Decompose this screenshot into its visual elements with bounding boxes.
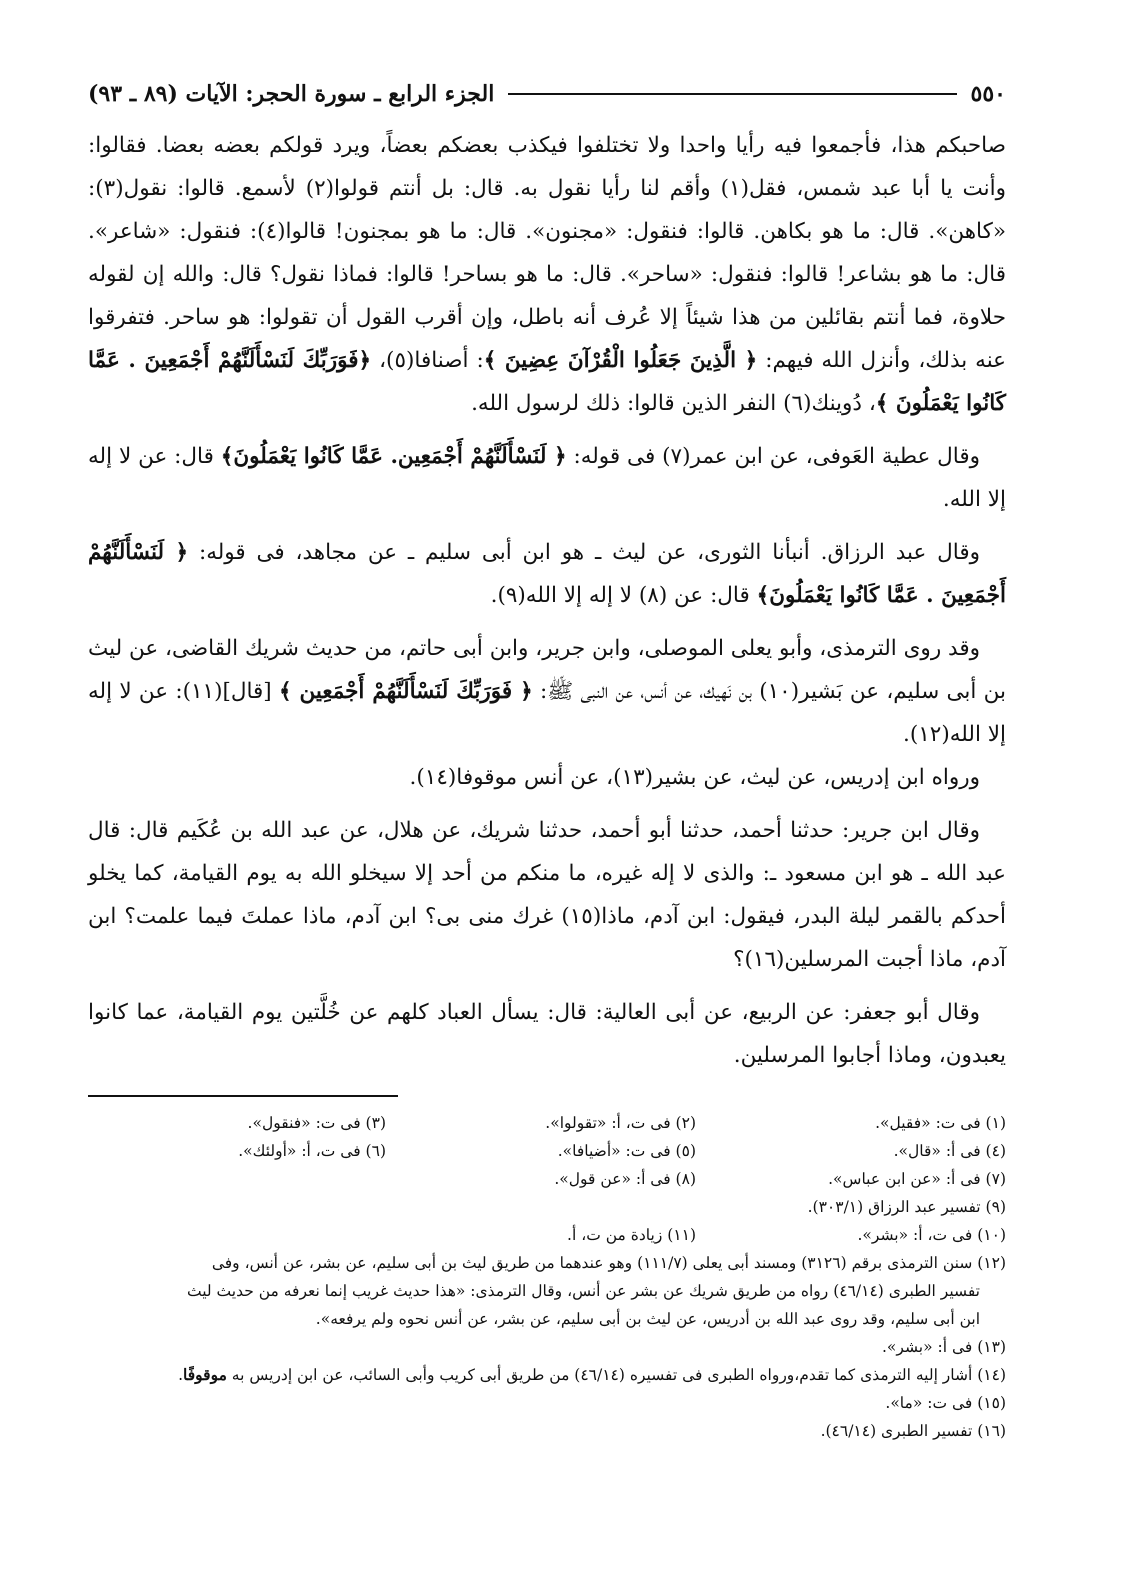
text-segment: ورواه ابن إدريس، عن ليث، عن بشير(١٣)، عن أنس موقوفا(١٤). — [409, 765, 980, 790]
text-segment: وقال أبو جعفر: عن الربيع، عن أبى العالية: قال: يسأل العباد كلهم عن خُلَّتين يوم القيامة، عما كانوا يعبدون، وماذا أجابوا المرسلين. — [88, 1000, 1006, 1068]
footnotes — [88, 1109, 1006, 1445]
footnote: (٧) فى أ: «عن ابن عباس». — [828, 1170, 1006, 1188]
footnote — [88, 1221, 386, 1249]
footnote-separator — [88, 1095, 398, 1097]
footnote: (٢) فى ت، أ: «تقولوا». — [545, 1114, 696, 1132]
page-number: ٥٥٠ — [970, 81, 1006, 107]
paragraph — [88, 124, 1006, 425]
footnotes-grid — [88, 1221, 1006, 1249]
text-segment: وقال ابن جرير: حدثنا أحمد، حدثنا أبو أحمد، حدثنا شريك، عن هلال، عن عبد الله بن عُكَيم قال: قال عبد الله ـ هو ابن مسعود ـ: والذى لا إله غيره، ما منكم من أحد إلا سيخلو الله به يوم القيامة، كما يخلو أحدكم بالقمر ليلة البدر، فيقول: ابن آدم، ماذا(١٥) غرك منى بى؟ ابن آدم، ماذا عملتَ فيما علمت؟ ابن آدم، ماذا أجبت المرسلين(١٦)؟ — [88, 818, 1006, 972]
text-segment: قال: عن (٨) لا إله إلا الله(٩). — [490, 583, 757, 608]
footnote: (٩) تفسير عبد الرزاق (٣٠٣/١). — [807, 1198, 1006, 1216]
footnote — [88, 1165, 386, 1193]
footnotes-grid — [88, 1109, 1006, 1193]
quran-quote: ﴿ فَوَرَبِّكَ لَنَسْأَلَنَّهُمْ أَجْمَعِين ﴾ — [278, 679, 533, 704]
footnote: (٦) فى ت، أ: «أولئك». — [238, 1142, 386, 1160]
book-page — [88, 78, 1006, 1445]
paragraph — [88, 435, 1006, 521]
footnote: (٤) فى أ: «قال». — [893, 1142, 1006, 1160]
emphasis: موقوفًا — [183, 1365, 227, 1384]
text-segment: وقال عطية العَوفى، عن ابن عمر(٧) فى قوله: — [566, 444, 981, 469]
text-segment: ، دُوينك(٦) النفر الذين قالوا: ذلك لرسول الله. — [471, 391, 876, 416]
text-segment: وقال عبد الرزاق. أنبأنا الثورى، عن ليث ـ هو ابن أبى سليم ـ عن مجاهد، فى قوله: — [188, 540, 980, 565]
paragraph — [88, 809, 1006, 981]
text-segment: : أصنافا(٥)، — [371, 348, 484, 373]
footnote-line: (١٢) سنن الترمذى برقم (٣١٢٦) ومسند أبى يعلى (١١١/٧) وهو عندهما من طريق ليث بن أبى سليم، عن بشر، عن أنس، وفى — [211, 1254, 1006, 1272]
footnote: (٨) فى أ: «عن قول». — [554, 1170, 696, 1188]
quran-quote: ﴿ لَنَسْأَلَنَّهُمْ أَجْمَعِينَ . عَمَّا كَانُوا يَعْمَلُونَ﴾ — [88, 540, 1006, 608]
footnote: (١٦) تفسير الطبرى (٤٦/١٤). — [820, 1422, 1006, 1440]
paragraph — [88, 991, 1006, 1077]
footnote: (٣) فى ت: «فنقول». — [247, 1114, 386, 1132]
text-segment: وقد روى الترمذى، وأبو يعلى الموصلى، وابن جرير، وابن أبى حاتم، من حديث شريك القاضى، عن ليث بن أبى سليم، عن بَشير(١٠) بن نَهيك، عن أنس، عن النبى ﷺ: — [88, 636, 1007, 704]
footnote-line: ابن أبى سليم، وقد روى عبد الله بن أدريس، عن ليث بن أبى سليم، عن بشر، عن أنس نحوه ولم يرفعه». — [315, 1310, 980, 1328]
footnote-line: تفسير الطبرى (٤٦/١٤) رواه من طريق شريك عن بشر عن أنس، وقال الترمذى: «هذا حديث غريب إنما نعرفه من حديث ليث — [186, 1282, 980, 1300]
footnote: (١) فى ت: «فقيل». — [875, 1114, 1006, 1132]
footnote: (١١) زيادة من ت، أ. — [567, 1226, 696, 1244]
footnote: (١٤) أشار إليه الترمذى كما تقدم،ورواه الطبرى فى تفسيره (٤٦/١٤) من طريق أبى كريب وأبى السائب، عن ابن إدريس به موقوفًا. — [178, 1365, 1006, 1384]
footnote: (١٣) فى أ: «بشر». — [882, 1338, 1006, 1356]
quran-quote: ﴿فَوَرَبِّكَ لَنَسْأَلَنَّهُمْ أَجْمَعِينَ . عَمَّا كَانُوا يَعْمَلُونَ ﴾ — [88, 348, 1006, 416]
text-segment: صاحبكم هذا، فأجمعوا فيه رأيا واحدا ولا تختلفوا فيكذب بعضكم بعضاً، ويرد قولكم بعضه بعضا. فقالوا: وأنت يا أبا عبد شمس، فقل(١) وأقم لنا رأيا نقول به. قال: بل أنتم قولوا(٢) لأسمع. قالوا: نقول(٣): «كاهن». قال: ما هو بكاهن. قالوا: فنقول: «مجنون». قال: ما هو بمجنون! قالوا(٤): فنقول: «شاعر». قال: ما هو بشاعر! قالوا: فنقول: «ساحر». قال: ما هو بساحر! قالوا: فماذا نقول؟ قال: والله إن لقوله حلاوة، فما أنتم بقائلين من هذا شيئاً إلا عُرف أنه باطل، وإن أقرب القول أن تقولوا: هو ساحر. فتفرقوا عنه بذلك، وأنزل الله فيهم: — [88, 133, 1007, 373]
paragraph — [88, 531, 1006, 617]
text-segment: [قال](١١): عن لا إله إلا الله(١٢). — [88, 679, 1006, 747]
footnote: (٥) فى ت: «أضيافا». — [557, 1142, 696, 1160]
footnote: (١٠) فى ت، أ: «بشر». — [857, 1226, 1006, 1244]
running-header — [88, 78, 1006, 110]
text-segment: قال: عن لا إله إلا الله. — [88, 444, 1006, 512]
main-text — [88, 124, 1006, 1077]
footnote: (١٥) فى ت: «ما». — [885, 1394, 1006, 1412]
quran-quote: ﴿ الَّذِينَ جَعَلُوا الْقُرْآنَ عِضِينَ ﴾ — [483, 348, 758, 373]
quran-quote: ﴿ لَنَسْأَلَنَّهُمْ أَجْمَعِين. عَمَّا كَانُوا يَعْمَلُونَ﴾ — [220, 444, 567, 469]
header-title: الجزء الرابع ـ سورة الحجر: الآيات (٨٩ ـ ٩٣) — [88, 81, 495, 107]
header-rule — [508, 93, 956, 95]
paragraph — [88, 627, 1006, 756]
paragraph — [88, 756, 1006, 799]
